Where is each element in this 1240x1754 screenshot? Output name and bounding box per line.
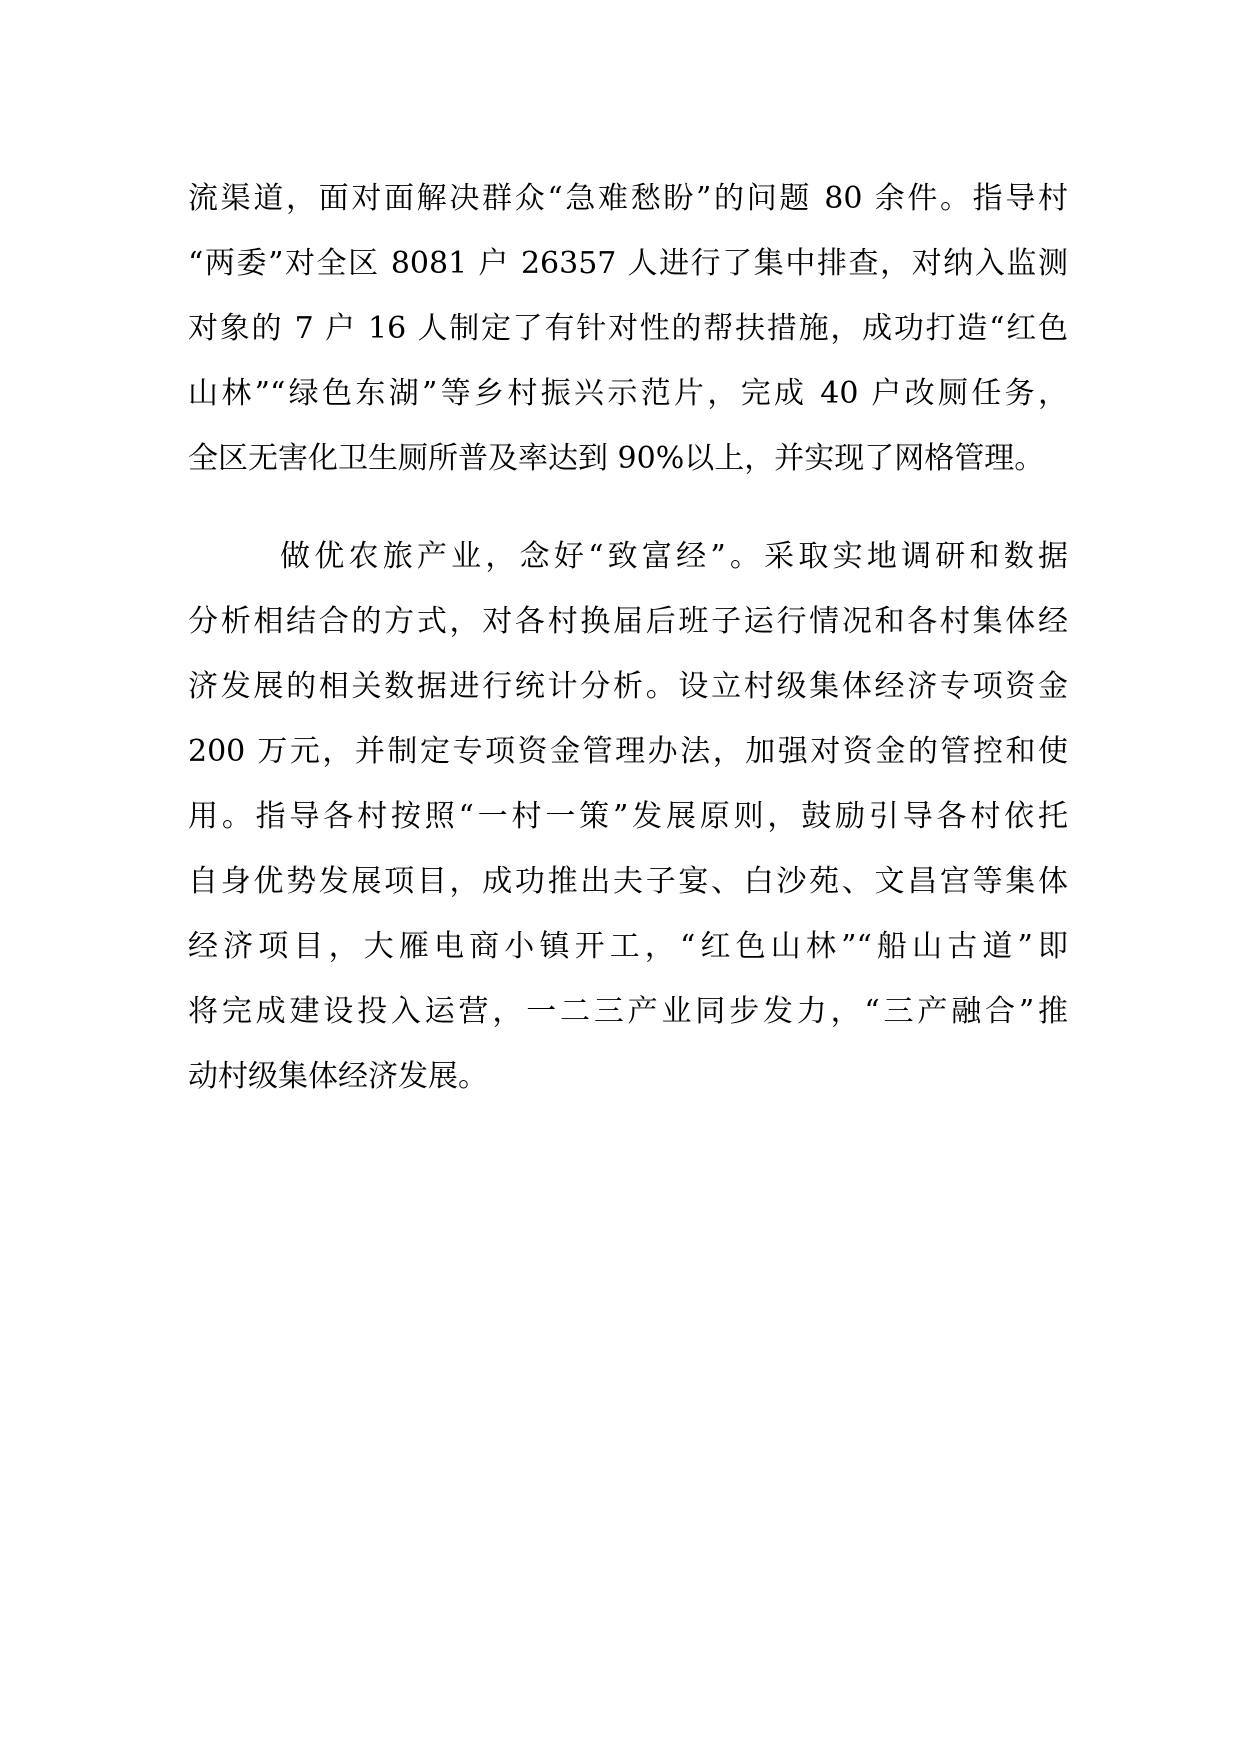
paragraph-2-line-4: 200 万元，并制定专项资金管理办法，加强对资金的管控和使	[188, 734, 1068, 769]
paragraph-2-line-3: 济发展的相关数据进行统计分析。设立村级集体经济专项资金	[188, 669, 1068, 704]
paragraph-2-line-5: 用。指导各村按照“一村一策”发展原则，鼓励引导各村依托	[188, 799, 1068, 834]
paragraph-2-line-7: 经济项目，大雁电商小镇开工，“红色山林”“船山古道”即	[188, 929, 1068, 964]
paragraph-2-line-9: 动村级集体经济发展。	[188, 1059, 488, 1094]
paragraph-2-line-6: 自身优势发展项目，成功推出夫子宴、白沙苑、文昌宫等集体	[188, 864, 1068, 899]
paragraph-2-line-8: 将完成建设投入运营，一二三产业同步发力，“三产融合”推	[188, 994, 1068, 1029]
paragraph-1	[188, 166, 1068, 491]
paragraph-1-line-2: “两委”对全区 8081 户 26357 人进行了集中排查，对纳入监测	[188, 246, 1068, 281]
paragraph-2-line-1: 做优农旅产业，念好“致富经”。采取实地调研和数据	[280, 539, 1068, 574]
paragraph-2-line-2: 分析相结合的方式，对各村换届后班子运行情况和各村集体经	[188, 604, 1068, 639]
paragraph-1-line-3: 对象的 7 户 16 人制定了有针对性的帮扶措施，成功打造“红色	[188, 311, 1068, 346]
paragraph-2	[188, 524, 1068, 1109]
paragraph-1-line-5: 全区无害化卫生厕所普及率达到 90%以上，并实现了网格管理。	[188, 441, 1045, 476]
paragraph-1-line-1: 流渠道，面对面解决群众“急难愁盼”的问题 80 余件。指导村	[188, 181, 1068, 216]
paragraph-1-line-4: 山林”“绿色东湖”等乡村振兴示范片，完成 40 户改厕任务，	[188, 376, 1068, 411]
